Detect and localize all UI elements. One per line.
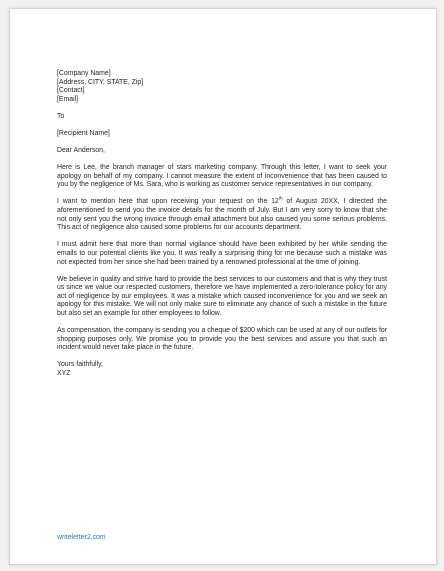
paragraph-3: I must admit here that more than normal vigilance should have been exhibited by her while sending the emails to our potential clients like you. It was really a surprising thing for me because such a mistake was not expected from her since she had been trained by a renowned professional at the time of joining. [57, 241, 387, 266]
paragraph-4: We believe in quality and strive hard to provide the best services to our customers and that is why they trust us since we value our respected customers, therefore we have implemented a zero-tolerance policy for any act of negligence by our employees. It was a mistake which caused inconvenience for you and we seek an apology for this mistake. We will not only make sure to eliminate any chance of such a mistake in the future but also set an example for other employees to follow. [57, 275, 387, 317]
closing: Yours faithfully, [57, 361, 103, 369]
sender-address: [Address, CITY, STATE, Zip] [57, 78, 144, 86]
sender-contact: [Contact] [57, 87, 85, 95]
paragraph-2 [57, 198, 387, 232]
paragraph-2-rest: of August 20XX, I directed the aforementioned to send you the invoice details for the month of July. But I am very sorry to know that she not only sent you the wrong invoice through email attachment but also caused you some serious problems. This act of negligence also caused some problems for our accounts department. [57, 198, 387, 232]
signature: XYZ [57, 369, 71, 377]
paragraph-2-start: I want to mention here that upon receiving your request on the 12 [57, 198, 279, 206]
footer-link[interactable]: writeletter2.com [57, 534, 106, 541]
sender-company: [Company Name] [57, 70, 111, 77]
recipient-name: [Recipient Name] [57, 129, 110, 137]
paragraph-5: As compensation, the company is sending you a cheque of $200 which can be used at any of our outlets for shopping purposes only. We promise you to provide you the best services and assure you that such an incident would never take place in the future. [57, 327, 387, 352]
to-label: To [57, 112, 65, 120]
letter-body [57, 70, 387, 379]
letter-page [9, 8, 437, 565]
paragraph-1: Here is Lee, the branch manager of stars marketing company. Through this letter, I want to seek your apology on behalf of my company. I cannot measure the extent of inconvenience that has been caused to you by the negligence of Ms. Sara, who is working as customer service representatives in our company. [57, 164, 387, 189]
sender-email: [Email] [57, 95, 79, 103]
salutation: Dear Anderson, [57, 147, 105, 155]
date-ordinal-suffix: th [278, 196, 283, 202]
